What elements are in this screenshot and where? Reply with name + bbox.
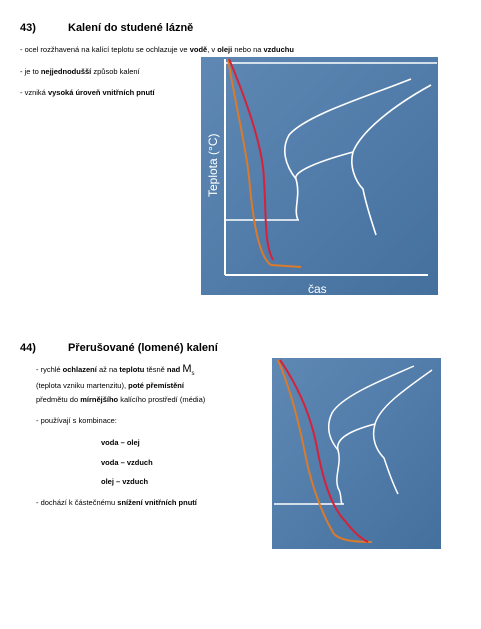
section-44-title: Přerušované (lomené) kalení <box>68 342 218 354</box>
combo-item-2: voda – vzduch <box>101 458 153 467</box>
section-44-bullet-1: - rychlé ochlazení až na teplotu těsně nad $M_s$ <box>36 363 195 378</box>
ms-symbol: $M_s$ <box>182 363 195 378</box>
section-44-bullet-3: - dochází k částečnému snížení vnitřních pnutí <box>36 498 197 507</box>
section-44-cooling-diagram <box>272 358 441 549</box>
y-axis-label: Teplota (°C) <box>206 133 220 197</box>
section-43-bullet-2: - je to nejjednodušší způsob kalení <box>20 67 140 76</box>
section-44-bullet-1-line-3: předmětu do mírnějšího kalícího prostředí (média) <box>36 395 206 404</box>
section-44-number: 44) <box>20 342 36 354</box>
section-43-number: 43) <box>20 22 36 34</box>
section-44-bullet-1-line-2: (teplota vzniku martenzitu), poté přemístění <box>36 381 184 390</box>
section-44-bullet-2: - používají s kombinace: <box>36 416 117 425</box>
x-axis-label: čas <box>308 282 327 295</box>
combo-item-3: olej – vzduch <box>101 477 149 486</box>
diagram-background <box>201 57 438 295</box>
combo-item-1: voda – olej <box>101 438 140 447</box>
section-43-cooling-diagram <box>201 57 438 295</box>
diagram-background <box>272 358 441 549</box>
section-43-bullet-3: - vzniká vysoká úroveň vnitřních pnutí <box>20 88 155 97</box>
section-43-title: Kalení do studené lázně <box>68 22 194 34</box>
section-43-bullet-1: - ocel rozžhavená na kalící teplotu se ochlazuje ve vodě, v oleji nebo na vzduchu <box>20 45 294 54</box>
